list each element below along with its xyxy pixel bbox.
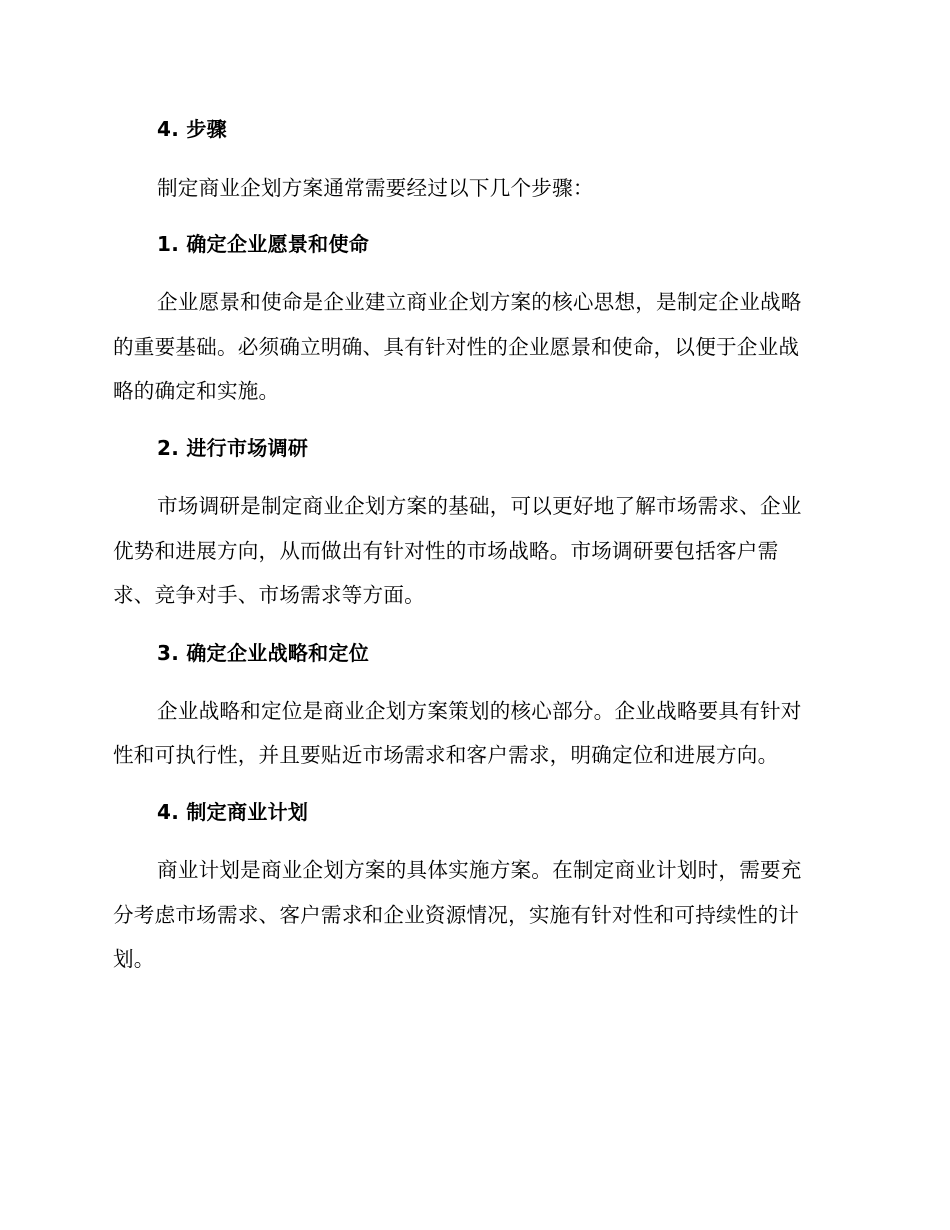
step-2-line-1: 市场调研是制定商业企划方案的基础，可以更好地了解市场需求、企业 <box>157 494 802 518</box>
step-1-line-1: 企业愿景和使命是企业建立商业企划方案的核心思想，是制定企业战略 <box>157 290 802 314</box>
step-2-line-2: 优势和进展方向，从而做出有针对性的市场战略。市场调研要包括客户需 <box>113 539 779 563</box>
step-4-line-3: 划。 <box>113 947 155 971</box>
step-1-line-2: 的重要基础。必须确立明确、具有针对性的企业愿景和使命，以便于企业战 <box>113 335 800 359</box>
step-1-title: 1. 确定企业愿景和使命 <box>157 232 370 256</box>
step-1-line-3: 略的确定和实施。 <box>113 379 280 403</box>
step-2-title: 2. 进行市场调研 <box>157 436 309 460</box>
step-2-line-3: 求、竞争对手、市场需求等方面。 <box>113 583 425 607</box>
step-4-title: 4. 制定商业计划 <box>157 800 309 824</box>
section-heading: 4. 步骤 <box>157 117 227 141</box>
step-3-line-2: 性和可执行性，并且要贴近市场需求和客户需求，明确定位和进展方向。 <box>113 743 779 767</box>
step-3-line-1: 企业战略和定位是商业企划方案策划的核心部分。企业战略要具有针对 <box>157 699 802 723</box>
step-3-title: 3. 确定企业战略和定位 <box>157 641 370 665</box>
intro-paragraph: 制定商业企划方案通常需要经过以下几个步骤： <box>157 176 594 200</box>
step-4-line-2: 分考虑市场需求、客户需求和企业资源情况，实施有针对性和可持续性的计 <box>113 903 800 927</box>
step-4-line-1: 商业计划是商业企划方案的具体实施方案。在制定商业计划时，需要充 <box>157 858 802 882</box>
